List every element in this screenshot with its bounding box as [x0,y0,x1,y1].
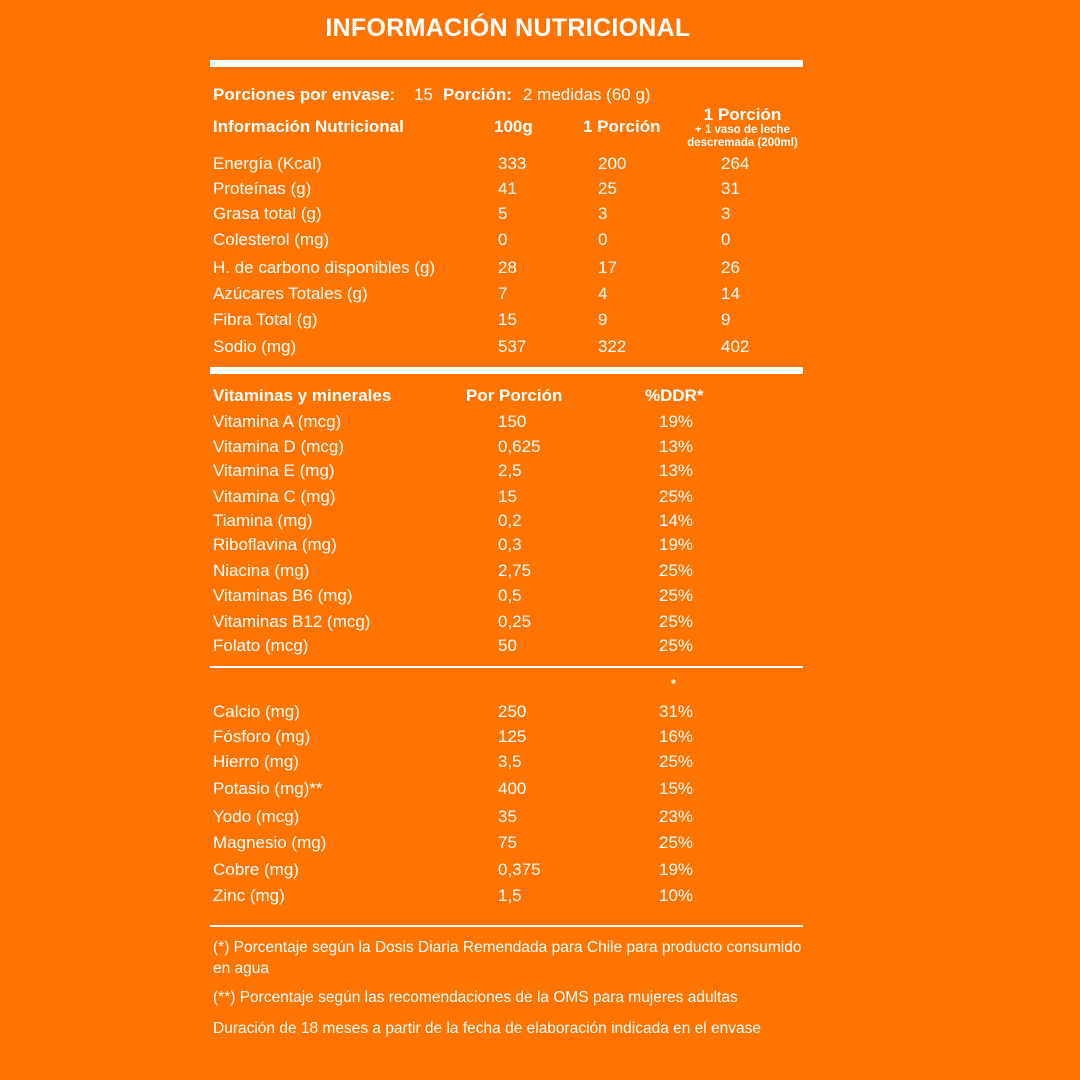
portion-label: Porción: [443,85,512,104]
mineral-row-name: Cobre (mg) [213,860,299,879]
footnote-oms: (**) Porcentaje según las recomendaciones de la OMS para mujeres adultas [213,989,738,1006]
mineral-row-ddr: 25% [659,752,694,771]
mineral-row-name: Zinc (mg) [213,886,285,905]
nutrition-row-milk: 3 [721,204,731,223]
nutrition-divider [210,367,803,374]
nutrition-row-name: Azúcares Totales (g) [213,284,368,303]
vitamin-row-ddr: 25% [659,487,694,506]
footnote-shelf-life: Duración de 18 meses a partir de la fecha de elaboración indicada en el envase [213,1020,762,1037]
vitamin-row-name: Riboflavina (mg) [213,535,337,554]
nutrition-row-per100: 537 [498,337,527,356]
footnote-ddr: (*) Porcentaje según la Dosis Diaria Remendada para Chile para producto consumido en agua [213,939,802,977]
mineral-row-name: Potasio (mg)** [213,779,323,798]
vitamin-row-name: Vitaminas B6 (mg) [213,586,353,605]
nutrition-row-per100: 333 [498,154,527,173]
mineral-row-ddr: 10% [659,886,694,905]
vitamin-row-ddr: 25% [659,612,694,631]
nutrition-row-milk: 31 [721,179,740,198]
vitamin-row-ddr: 25% [659,561,694,580]
vitamin-row-portion: 50 [498,636,517,655]
milk-header-sub2: descremada (200ml) [687,137,798,149]
nutrition-row-portion: 0 [598,230,608,249]
vitamin-row-portion: 150 [498,412,527,431]
vitamin-row-ddr: 19% [659,412,694,431]
mineral-row-ddr: 23% [659,807,694,826]
vitamin-row-ddr: 14% [659,511,694,530]
nutrition-row-portion: 25 [598,179,617,198]
vitamin-row-name: Vitaminas B12 (mcg) [213,612,371,631]
portion-value: 2 medidas (60 g) [523,85,651,104]
nutrition-row-per100: 5 [498,204,508,223]
servings-label: Porciones por envase: [213,85,396,104]
vitamins-divider [210,666,803,668]
nutrition-row-portion: 17 [598,258,617,277]
nutrition-row-name: Sodio (mg) [213,337,297,356]
nutrition-row-portion: 322 [598,337,627,356]
vitamins-header-ddr: %DDR* [645,386,704,405]
vitamin-row-name: Folato (mcg) [213,636,309,655]
vitamin-row-name: Vitamina D (mcg) [213,437,344,456]
vitamins-header-name: Vitaminas y minerales [213,386,392,405]
nutrition-row-milk: 264 [721,154,750,173]
nutrition-header-name: Información Nutricional [213,117,404,136]
vitamin-row-name: Vitamina A (mcg) [213,412,342,431]
mineral-row-portion: 75 [498,833,517,852]
nutrition-row-milk: 0 [721,230,731,249]
nutrition-row-name: Proteínas (g) [213,179,312,198]
nutrition-row-per100: 7 [498,284,508,303]
milk-header-sub1: + 1 vaso de leche [695,124,790,136]
mineral-row-ddr: 16% [659,727,694,746]
page-title: INFORMACIÓN NUTRICIONAL [325,14,691,42]
nutrition-row-per100: 28 [498,258,517,277]
vitamin-row-portion: 0,625 [498,437,541,456]
nutrition-row-milk: 26 [721,258,740,277]
nutrition-row-portion: 4 [598,284,608,303]
nutrition-row-portion: 200 [598,154,627,173]
nutrition-row-milk: 402 [721,337,750,356]
minerals-asterisk: * [671,676,677,691]
vitamin-row-name: Vitamina E (mg) [213,461,335,480]
nutrition-row-name: Energía (Kcal) [213,154,322,173]
mineral-row-portion: 0,375 [498,860,541,879]
mineral-row-portion: 35 [498,807,517,826]
vitamin-row-portion: 0,25 [498,612,532,631]
vitamin-row-name: Vitamina C (mg) [213,487,336,506]
nutrition-row-portion: 3 [598,204,608,223]
nutrition-row-milk: 9 [721,310,731,329]
nutrition-row-name: Grasa total (g) [213,204,322,223]
mineral-row-portion: 3,5 [498,752,522,771]
nutrition-row-name: Colesterol (mg) [213,230,330,249]
top-divider [210,60,803,67]
mineral-row-name: Hierro (mg) [213,752,299,771]
nutrition-header-per100: 100g [494,117,533,136]
vitamin-row-ddr: 25% [659,636,694,655]
mineral-row-portion: 250 [498,702,527,721]
mineral-row-name: Magnesio (mg) [213,833,327,852]
minerals-divider [210,925,803,927]
vitamin-row-ddr: 13% [659,437,694,456]
vitamin-row-portion: 0,3 [498,535,522,554]
mineral-row-ddr: 15% [659,779,694,798]
mineral-row-name: Yodo (mcg) [213,807,300,826]
vitamin-row-ddr: 13% [659,461,694,480]
mineral-row-ddr: 25% [659,833,694,852]
nutrition-row-name: H. de carbono disponibles (g) [213,258,436,277]
mineral-row-portion: 400 [498,779,527,798]
mineral-row-name: Calcio (mg) [213,702,300,721]
mineral-row-portion: 125 [498,727,527,746]
vitamin-row-ddr: 25% [659,586,694,605]
mineral-row-ddr: 31% [659,702,694,721]
vitamin-row-name: Tiamina (mg) [213,511,313,530]
vitamins-header-portion: Por Porción [466,386,563,405]
vitamin-row-portion: 2,75 [498,561,532,580]
nutrition-row-per100: 41 [498,179,517,198]
mineral-row-name: Fósforo (mg) [213,727,311,746]
milk-header-title: 1 Porción [703,105,782,124]
nutrition-header-milk [670,105,815,150]
servings-value: 15 [414,85,433,104]
nutrition-header-portion: 1 Porción [583,117,661,136]
vitamin-row-name: Niacina (mg) [213,561,310,580]
nutrition-row-milk: 14 [721,284,740,303]
vitamin-row-portion: 15 [498,487,517,506]
vitamin-row-ddr: 19% [659,535,694,554]
mineral-row-portion: 1,5 [498,886,522,905]
nutrition-row-per100: 15 [498,310,517,329]
nutrition-row-per100: 0 [498,230,508,249]
vitamin-row-portion: 0,2 [498,511,522,530]
vitamin-row-portion: 0,5 [498,586,522,605]
nutrition-row-portion: 9 [598,310,608,329]
nutrition-row-name: Fibra Total (g) [213,310,318,329]
mineral-row-ddr: 19% [659,860,694,879]
vitamin-row-portion: 2,5 [498,461,522,480]
